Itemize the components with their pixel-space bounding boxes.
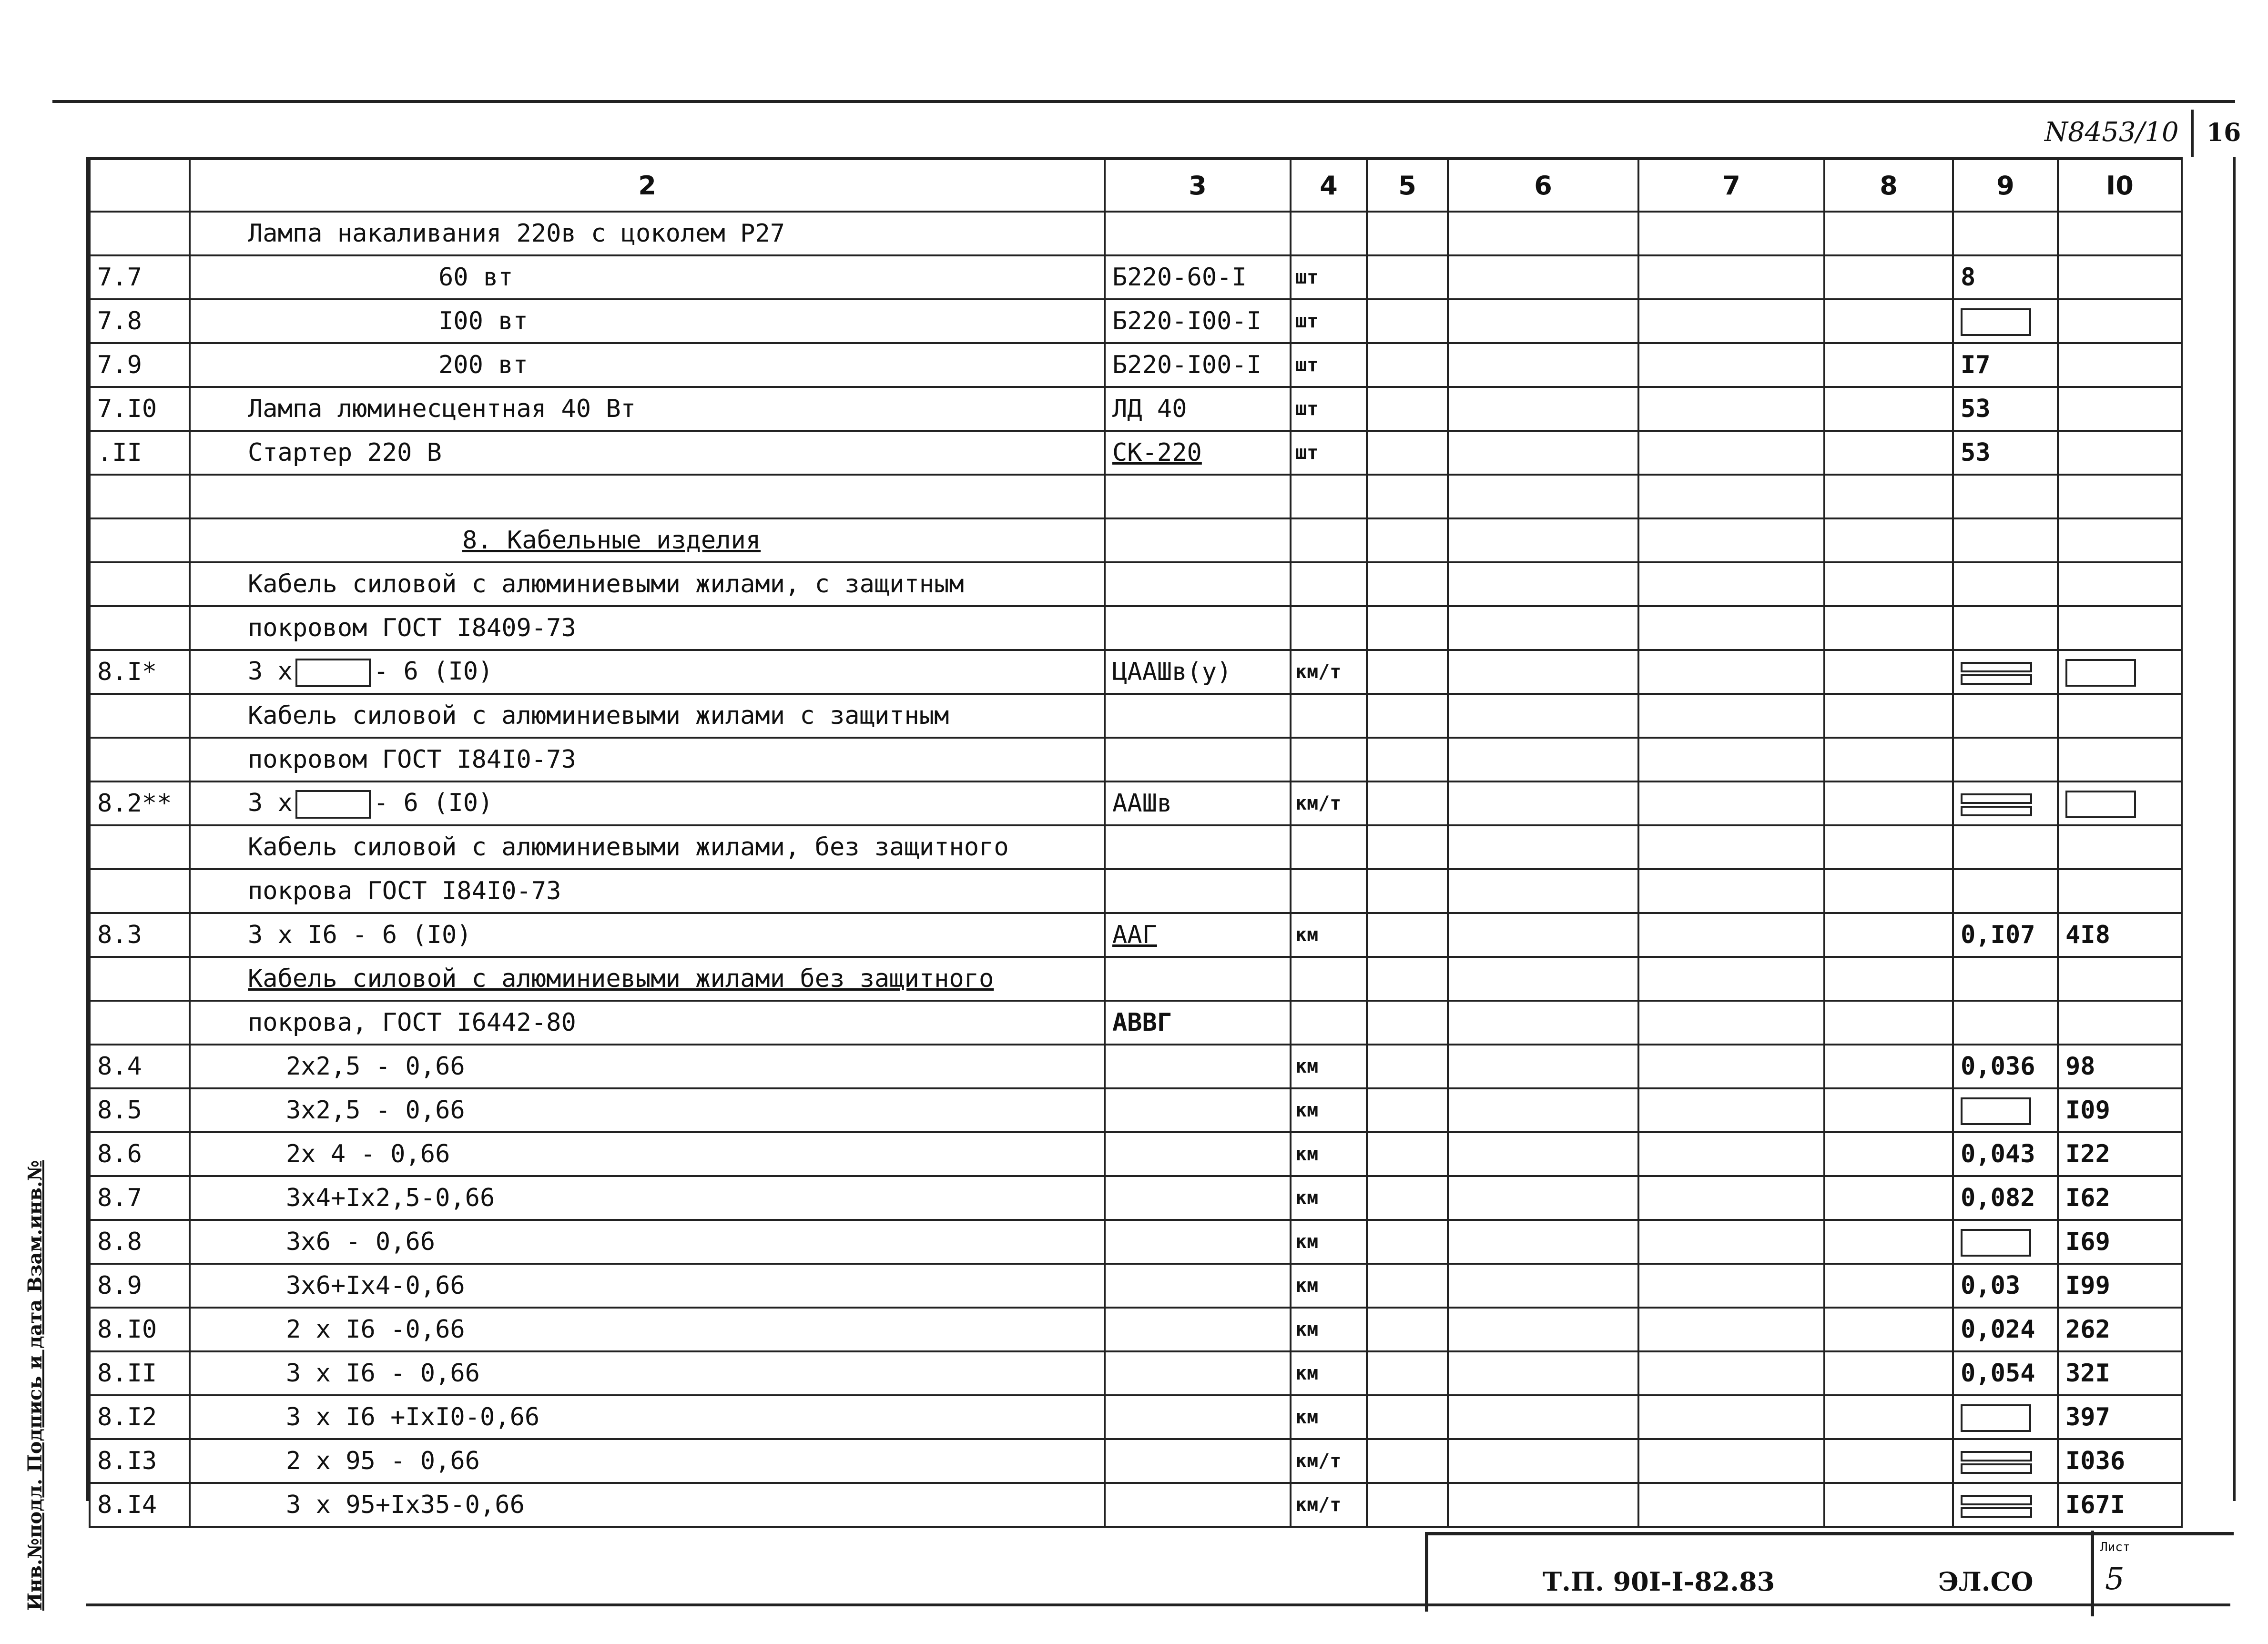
item-number: 7.I0 xyxy=(90,387,190,431)
item-qty-9 xyxy=(1953,606,2058,650)
item-type: Б220-I00-I xyxy=(1105,299,1291,343)
item-number xyxy=(90,562,190,606)
item-qty-10 xyxy=(2058,562,2182,606)
item-name: 2x 4 - 0,66 xyxy=(190,1132,1105,1176)
item-name: 3 x 95+Ix35-0,66 xyxy=(190,1483,1105,1527)
item-qty-9: 8 xyxy=(1953,255,2058,299)
item-unit: км xyxy=(1291,1395,1367,1439)
item-unit xyxy=(1291,562,1367,606)
item-qty-10: 4I8 xyxy=(2058,913,2182,957)
item-qty-9 xyxy=(1953,1001,2058,1045)
item-number: 8.I4 xyxy=(90,1483,190,1527)
item-name: I00 вт xyxy=(190,299,1105,343)
item-number xyxy=(90,606,190,650)
table-row xyxy=(90,1264,2182,1308)
item-type: СК-220 xyxy=(1105,431,1291,475)
item-name: Лампа накаливания 220в с цоколем Р27 xyxy=(190,212,1105,255)
item-qty-9: 0,036 xyxy=(1953,1045,2058,1088)
item-qty-10 xyxy=(2058,1001,2182,1045)
table-row xyxy=(90,343,2182,387)
item-unit: шт xyxy=(1291,343,1367,387)
item-unit xyxy=(1291,212,1367,255)
table-row xyxy=(90,650,2182,694)
side-stamp-text: Инв.№подл. Подпись и дата Взам.инв.№ xyxy=(24,1160,46,1611)
item-qty-9 xyxy=(1953,212,2058,255)
item-type xyxy=(1105,738,1291,781)
item-type: АВВГ xyxy=(1105,1001,1291,1045)
item-unit: км xyxy=(1291,1264,1367,1308)
item-qty-9 xyxy=(1953,1439,2058,1483)
item-type: ААШв xyxy=(1105,781,1291,825)
blank-value-stack xyxy=(1961,792,2032,818)
document-set: ЭЛ.СО xyxy=(1938,1566,2034,1597)
table-row xyxy=(90,869,2182,913)
item-type xyxy=(1105,694,1291,738)
item-name: покрова, ГОСТ I6442-80 xyxy=(190,1001,1105,1045)
item-qty-10 xyxy=(2058,957,2182,1001)
item-qty-9 xyxy=(1953,299,2058,343)
item-unit xyxy=(1291,475,1367,518)
item-number: 8.3 xyxy=(90,913,190,957)
header-cell-10: I0 xyxy=(2058,159,2182,212)
item-name: покрова ГОСТ I84I0-73 xyxy=(190,869,1105,913)
item-name: 2 x I6 -0,66 xyxy=(190,1308,1105,1351)
item-qty-9: 0,054 xyxy=(1953,1351,2058,1395)
item-number: 8.II xyxy=(90,1351,190,1395)
archive-stamp: N8453/10 xyxy=(2044,117,2179,148)
item-number xyxy=(90,1001,190,1045)
item-number: 8.I2 xyxy=(90,1395,190,1439)
item-type xyxy=(1105,518,1291,562)
item-qty-10 xyxy=(2058,606,2182,650)
item-name: Стартер 220 В xyxy=(190,431,1105,475)
item-qty-9: 0,03 xyxy=(1953,1264,2058,1308)
item-type: Б220-I00-I xyxy=(1105,343,1291,387)
item-qty-9: 0,I07 xyxy=(1953,913,2058,957)
item-name: 60 вт xyxy=(190,255,1105,299)
item-number: 8.9 xyxy=(90,1264,190,1308)
item-number xyxy=(90,738,190,781)
item-number: 8.I0 xyxy=(90,1308,190,1351)
item-qty-10 xyxy=(2058,781,2182,825)
header-cell-5: 5 xyxy=(1367,159,1448,212)
item-type xyxy=(1105,1439,1291,1483)
item-unit xyxy=(1291,1001,1367,1045)
item-type xyxy=(1105,1395,1291,1439)
item-qty-9 xyxy=(1953,518,2058,562)
item-number: 7.8 xyxy=(90,299,190,343)
document-code: Т.П. 90I-I-82.83 xyxy=(1543,1566,1775,1597)
item-name: 3 x I6 +IxI0-0,66 xyxy=(190,1395,1105,1439)
header-row xyxy=(90,159,2182,212)
item-type: ААГ xyxy=(1105,913,1291,957)
item-name-suffix: - 6 (I0) xyxy=(373,788,493,817)
item-qty-9 xyxy=(1953,1483,2058,1527)
item-number: .II xyxy=(90,431,190,475)
item-number: 8.5 xyxy=(90,1088,190,1132)
blank-value-box xyxy=(2065,659,2136,687)
item-type xyxy=(1105,212,1291,255)
item-unit: шт xyxy=(1291,255,1367,299)
item-number: 8.8 xyxy=(90,1220,190,1264)
item-name: Кабель силовой с алюминиевыми жилами с защитным xyxy=(190,694,1105,738)
table-row xyxy=(90,1045,2182,1088)
item-qty-9 xyxy=(1953,562,2058,606)
item-name: 3 x I6 - 6 (I0) xyxy=(190,913,1105,957)
item-unit xyxy=(1291,606,1367,650)
item-number xyxy=(90,825,190,869)
item-type xyxy=(1105,869,1291,913)
blank-value-box xyxy=(1961,308,2031,336)
item-qty-10 xyxy=(2058,299,2182,343)
table-row xyxy=(90,825,2182,869)
item-qty-10 xyxy=(2058,475,2182,518)
item-type xyxy=(1105,1220,1291,1264)
header-cell-3: 3 xyxy=(1105,159,1291,212)
table-row xyxy=(90,738,2182,781)
item-number: 8.6 xyxy=(90,1132,190,1176)
top-rule xyxy=(52,100,2235,103)
page-number: 5 xyxy=(2105,1562,2125,1597)
table-row xyxy=(90,1351,2182,1395)
item-unit: км xyxy=(1291,1220,1367,1264)
item-qty-9: 0,024 xyxy=(1953,1308,2058,1351)
item-type xyxy=(1105,1308,1291,1351)
item-qty-9 xyxy=(1953,781,2058,825)
item-unit: шт xyxy=(1291,387,1367,431)
item-type xyxy=(1105,1264,1291,1308)
item-unit: км/т xyxy=(1291,650,1367,694)
item-type xyxy=(1105,1045,1291,1088)
section-heading: 8. Кабельные изделия xyxy=(190,518,1105,562)
item-type xyxy=(1105,1483,1291,1527)
item-name: 200 вт xyxy=(190,343,1105,387)
item-qty-10 xyxy=(2058,255,2182,299)
item-qty-10 xyxy=(2058,825,2182,869)
title-block xyxy=(1425,1532,2234,1612)
item-type xyxy=(1105,825,1291,869)
item-type xyxy=(1105,1351,1291,1395)
item-unit: км xyxy=(1291,1045,1367,1088)
item-unit: шт xyxy=(1291,299,1367,343)
item-name: Кабель силовой с алюминиевыми жилами, с защитным xyxy=(190,562,1105,606)
table-row xyxy=(90,387,2182,431)
table-row xyxy=(90,562,2182,606)
item-name: 2x2,5 - 0,66 xyxy=(190,1045,1105,1088)
item-qty-10: I69 xyxy=(2058,1220,2182,1264)
blank-value-stack xyxy=(1961,1493,2032,1520)
blank-section-box xyxy=(295,659,371,687)
item-qty-10 xyxy=(2058,738,2182,781)
item-name xyxy=(190,781,1105,825)
item-qty-10 xyxy=(2058,869,2182,913)
item-unit: км xyxy=(1291,1176,1367,1220)
item-name: 3x4+Ix2,5-0,66 xyxy=(190,1176,1105,1220)
item-number: 7.7 xyxy=(90,255,190,299)
item-number xyxy=(90,518,190,562)
item-qty-10: 262 xyxy=(2058,1308,2182,1351)
item-name: 2 x 95 - 0,66 xyxy=(190,1439,1105,1483)
sheet-number: 16 xyxy=(2207,118,2241,147)
table-row xyxy=(90,1176,2182,1220)
item-qty-9: 0,082 xyxy=(1953,1176,2058,1220)
item-qty-9: 53 xyxy=(1953,387,2058,431)
item-qty-9 xyxy=(1953,694,2058,738)
item-unit: км xyxy=(1291,913,1367,957)
blank-value-box xyxy=(1961,1097,2031,1125)
item-qty-9: 53 xyxy=(1953,431,2058,475)
table-row xyxy=(90,299,2182,343)
item-name: Кабель силовой с алюминиевыми жилами без защитного xyxy=(190,957,1105,1001)
table-row xyxy=(90,1483,2182,1527)
specification-table xyxy=(89,157,2183,1528)
item-qty-10: I99 xyxy=(2058,1264,2182,1308)
table-row xyxy=(90,913,2182,957)
item-number: 8.I* xyxy=(90,650,190,694)
blank-value-stack xyxy=(1961,1449,2032,1476)
item-number: 7.9 xyxy=(90,343,190,387)
item-name-prefix: 3 x xyxy=(248,788,293,817)
item-qty-10: I67I xyxy=(2058,1483,2182,1527)
table-row xyxy=(90,1132,2182,1176)
item-unit: шт xyxy=(1291,431,1367,475)
blank-section-box xyxy=(295,790,371,819)
item-number xyxy=(90,475,190,518)
item-number: 8.2** xyxy=(90,781,190,825)
item-unit xyxy=(1291,518,1367,562)
table-row xyxy=(90,475,2182,518)
item-name: 3x2,5 - 0,66 xyxy=(190,1088,1105,1132)
item-unit xyxy=(1291,738,1367,781)
item-name: Кабель силовой с алюминиевыми жилами, без защитного xyxy=(190,825,1105,869)
table-row xyxy=(90,431,2182,475)
header-cell-1 xyxy=(90,159,190,212)
item-type xyxy=(1105,562,1291,606)
item-unit xyxy=(1291,957,1367,1001)
item-number xyxy=(90,212,190,255)
item-qty-9 xyxy=(1953,1395,2058,1439)
item-qty-10: I62 xyxy=(2058,1176,2182,1220)
item-qty-10 xyxy=(2058,431,2182,475)
header-cell-7: 7 xyxy=(1638,159,1824,212)
item-name xyxy=(190,650,1105,694)
table-row xyxy=(90,1001,2182,1045)
item-qty-9 xyxy=(1953,1088,2058,1132)
item-number: 8.7 xyxy=(90,1176,190,1220)
item-type: ЛД 40 xyxy=(1105,387,1291,431)
item-type xyxy=(1105,1176,1291,1220)
item-qty-9: 0,043 xyxy=(1953,1132,2058,1176)
table-row xyxy=(90,1439,2182,1483)
item-qty-10: I036 xyxy=(2058,1439,2182,1483)
item-name xyxy=(190,475,1105,518)
item-qty-9 xyxy=(1953,825,2058,869)
item-type xyxy=(1105,957,1291,1001)
sheet-number-divider xyxy=(2191,110,2194,157)
header-cell-4: 4 xyxy=(1291,159,1367,212)
header-cell-9: 9 xyxy=(1953,159,2058,212)
item-qty-10: I22 xyxy=(2058,1132,2182,1176)
item-qty-10 xyxy=(2058,650,2182,694)
bottom-rule xyxy=(86,1603,2230,1606)
table-row xyxy=(90,518,2182,562)
item-unit: км/т xyxy=(1291,1439,1367,1483)
blank-value-box xyxy=(1961,1229,2031,1257)
item-type xyxy=(1105,1132,1291,1176)
item-qty-9 xyxy=(1953,1220,2058,1264)
item-qty-9 xyxy=(1953,869,2058,913)
item-name: 3x6+Ix4-0,66 xyxy=(190,1264,1105,1308)
table-row xyxy=(90,957,2182,1001)
item-qty-10 xyxy=(2058,343,2182,387)
item-name: Лампа люминесцентная 40 Вт xyxy=(190,387,1105,431)
item-name-suffix: - 6 (I0) xyxy=(373,657,493,686)
item-name: покровом ГОСТ I8409-73 xyxy=(190,606,1105,650)
item-qty-10 xyxy=(2058,518,2182,562)
table-row xyxy=(90,781,2182,825)
table-row xyxy=(90,1088,2182,1132)
item-qty-9 xyxy=(1953,957,2058,1001)
item-name: 3x6 - 0,66 xyxy=(190,1220,1105,1264)
item-unit xyxy=(1291,869,1367,913)
item-unit xyxy=(1291,694,1367,738)
blank-value-box xyxy=(1961,1404,2031,1432)
table-row xyxy=(90,606,2182,650)
item-number: 8.I3 xyxy=(90,1439,190,1483)
table-row xyxy=(90,255,2182,299)
item-type xyxy=(1105,475,1291,518)
item-unit: км/т xyxy=(1291,1483,1367,1527)
header-cell-6: 6 xyxy=(1448,159,1638,212)
header-cell-2: 2 xyxy=(190,159,1105,212)
item-qty-9 xyxy=(1953,650,2058,694)
item-qty-9 xyxy=(1953,475,2058,518)
blank-value-stack xyxy=(1961,660,2032,687)
item-name: 3 x I6 - 0,66 xyxy=(190,1351,1105,1395)
item-type: Б220-60-I xyxy=(1105,255,1291,299)
item-number xyxy=(90,694,190,738)
item-unit: км xyxy=(1291,1088,1367,1132)
item-qty-10 xyxy=(2058,212,2182,255)
item-qty-9 xyxy=(1953,738,2058,781)
item-unit xyxy=(1291,825,1367,869)
header-cell-8: 8 xyxy=(1824,159,1953,212)
item-unit: км xyxy=(1291,1308,1367,1351)
table-row xyxy=(90,694,2182,738)
specification-sheet xyxy=(86,157,2236,1519)
table-row xyxy=(90,212,2182,255)
item-unit: км xyxy=(1291,1351,1367,1395)
item-unit: км/т xyxy=(1291,781,1367,825)
item-number xyxy=(90,869,190,913)
blank-value-box xyxy=(2065,791,2136,818)
item-qty-10 xyxy=(2058,387,2182,431)
item-type: ЦААШв(у) xyxy=(1105,650,1291,694)
item-name-prefix: 3 x xyxy=(248,657,293,686)
side-stamp xyxy=(10,1144,67,1611)
item-name: покровом ГОСТ I84I0-73 xyxy=(190,738,1105,781)
item-type xyxy=(1105,1088,1291,1132)
item-qty-9: I7 xyxy=(1953,343,2058,387)
item-number: 8.4 xyxy=(90,1045,190,1088)
table-row xyxy=(90,1308,2182,1351)
item-qty-10: 32I xyxy=(2058,1351,2182,1395)
item-qty-10: 397 xyxy=(2058,1395,2182,1439)
table-row xyxy=(90,1395,2182,1439)
sheet-label: Лист xyxy=(2100,1540,2130,1554)
item-number xyxy=(90,957,190,1001)
item-type xyxy=(1105,606,1291,650)
item-unit: км xyxy=(1291,1132,1367,1176)
item-qty-10: 98 xyxy=(2058,1045,2182,1088)
item-qty-10 xyxy=(2058,694,2182,738)
table-row xyxy=(90,1220,2182,1264)
item-qty-10: I09 xyxy=(2058,1088,2182,1132)
